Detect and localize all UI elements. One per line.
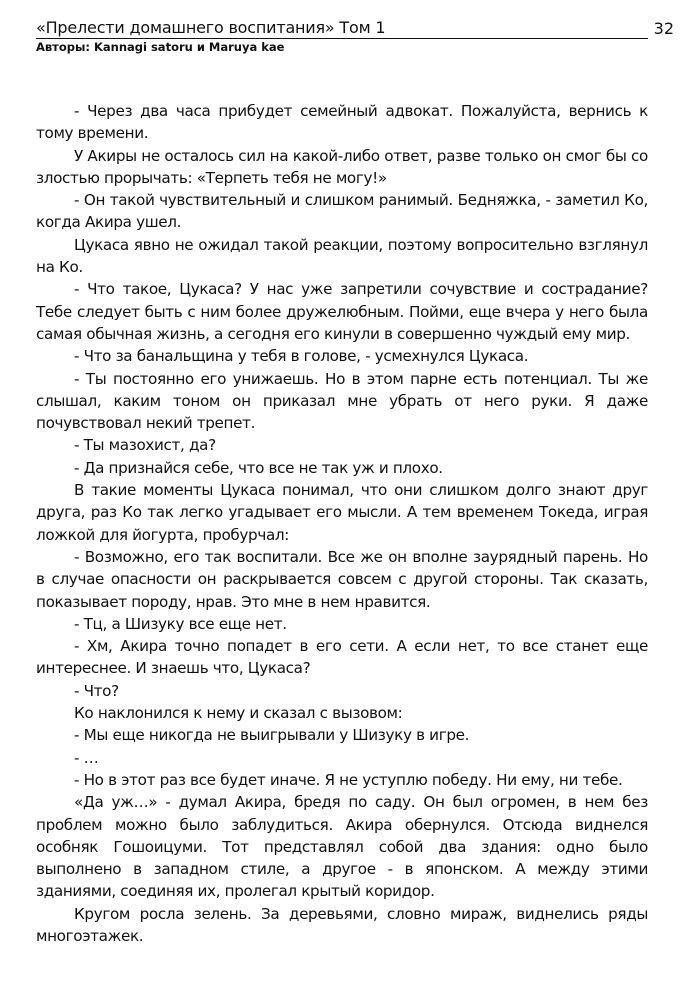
paragraph: - Ты постоянно его унижаешь. Но в этом парне есть потенциал. Ты же слышал, каким тоном он приказал мне убрать от него руки. Я даже почувствовал некий трепет.: [36, 369, 648, 433]
paragraph: - Что?: [74, 681, 119, 700]
paragraph: - Что такое, Цукаса? У нас уже запретили сочувствие и сострадание? Тебе следует быть с ним более дружелюбным. Пойми, еще вчера у него была самая обычная жизнь, а сегодня его кинули в совершенно чуждый ему мир.: [36, 280, 648, 343]
book-title: «Прелести домашнего воспитания» Том 1: [36, 18, 386, 37]
paragraph: Ко наклонился к нему и сказал с вызовом:: [74, 704, 403, 723]
paragraph: «Да уж…» - думал Акира, бредя по саду. Он был огромен, в нем без проблем можно было заблудиться. Акира обернулся. Отсюда виднелся особняк Гошоицуми. Тот представлял собой два здания: одно было выполнено в западном стиле, а другое - в японском. А между этими зданиями, соединяя их, пролегал крытый коридор.: [36, 793, 648, 901]
paragraph: В такие моменты Цукаса понимал, что они слишком долго знают друг друга, раз Ко так легко угадывает его мысли. А тем временем Токеда, играя ложкой для йогурта, пробурчал:: [36, 481, 648, 544]
paragraph: - Тц, а Шизуку все еще нет.: [74, 614, 287, 633]
paragraph: - Мы еще никогда не выигрывали у Шизуку в игре.: [74, 726, 470, 745]
paragraph: - Да признайся себе, что все не так уж и плохо.: [74, 458, 443, 477]
authors-line: Авторы: Kannagi satoru и Maruya kae: [36, 40, 285, 54]
page-header: [36, 16, 674, 39]
paragraph: Кругом росла зелень. За деревьями, словно мираж, виднелись ряды многоэтажек.: [36, 904, 648, 945]
paragraph: Цукаса явно не ожидал такой реакции, поэтому вопросительно взглянул на Ко.: [36, 235, 648, 277]
paragraph: - Через два часа прибудет семейный адвокат. Пожалуйста, вернись к тому времени.: [36, 102, 648, 143]
body-text: [36, 100, 648, 947]
paragraph: - Возможно, его так воспитали. Все же он вполне заурядный парень. Но в случае опасности он раскрывается совсем с другой стороны. Так сказать, показывает породу, нрав. Это мне в нем нравится.: [36, 547, 648, 611]
page-number: 32: [653, 19, 674, 38]
paragraph: - Он такой чувствительный и слишком ранимый. Бедняжка, - заметил Ко, когда Акира ушел.: [36, 191, 648, 232]
paragraph: - …: [74, 748, 99, 767]
paragraph: У Акиры не осталось сил на какой-либо ответ, разве только он смог бы со злостью прорычать: «Терпеть тебя не могу!»: [36, 146, 648, 187]
paragraph: - Но в этот раз все будет иначе. Я не уступлю победу. Ни ему, ни тебе.: [74, 770, 623, 789]
paragraph: - Хм, Акира точно попадет в его сети. А если нет, то все станет еще интереснее. И знаешь что, Цукаса?: [36, 637, 648, 678]
paragraph: - Что за банальщина у тебя в голове, - усмехнулся Цукаса.: [74, 347, 529, 366]
paragraph: - Ты мазохист, да?: [74, 436, 216, 455]
